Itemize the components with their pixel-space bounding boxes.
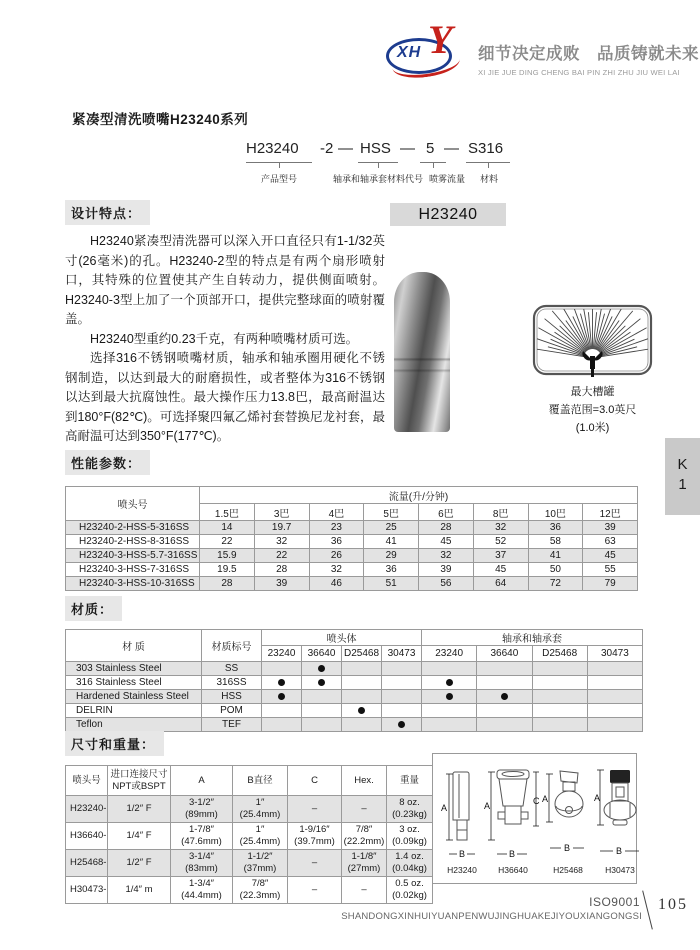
value-cell: 1-1/8″ (27mm) bbox=[342, 850, 387, 877]
value-cell: 19.5 bbox=[200, 563, 255, 577]
column-header: 材 质 bbox=[66, 630, 202, 662]
value-cell: 52 bbox=[473, 535, 528, 549]
availability-cell bbox=[532, 662, 587, 676]
diagram-label: H25468 bbox=[553, 865, 583, 875]
spray-caption-line: (1.0米) bbox=[575, 422, 610, 434]
model-code-part: -2 bbox=[320, 140, 334, 157]
code-bracket bbox=[358, 162, 398, 169]
code-bracket bbox=[466, 162, 510, 169]
design-text bbox=[65, 232, 385, 447]
dimensions-table bbox=[65, 765, 433, 904]
availability-cell bbox=[302, 704, 342, 718]
subcol-header-cell: D25468 bbox=[532, 646, 587, 662]
table-row bbox=[66, 563, 638, 577]
availability-cell bbox=[422, 676, 477, 690]
availability-cell bbox=[342, 662, 382, 676]
availability-cell bbox=[262, 662, 302, 676]
availability-cell bbox=[477, 690, 532, 704]
value-cell: 1-1/2″ (37mm) bbox=[233, 850, 288, 877]
subcol-header-cell: D25468 bbox=[342, 646, 382, 662]
availability-cell bbox=[587, 662, 642, 676]
svg-text:A: A bbox=[484, 801, 491, 811]
slogan-pinyin: XI JIE JUE DING CHENG BAI PIN ZHI ZHU JIU WEI LAI bbox=[478, 68, 680, 77]
svg-text:C: C bbox=[533, 796, 540, 806]
value-cell: 1″ (25.4mm) bbox=[233, 823, 288, 850]
diagram-label: H30473 bbox=[605, 865, 635, 875]
value-cell: – bbox=[288, 850, 342, 877]
pressure-header-cell: 4巴 bbox=[309, 504, 364, 521]
svg-text:B: B bbox=[564, 843, 571, 853]
availability-cell bbox=[477, 676, 532, 690]
material-name-cell: DELRIN bbox=[66, 704, 202, 718]
availability-cell bbox=[532, 718, 587, 732]
materials-table bbox=[65, 629, 643, 732]
model-code-part: 5 bbox=[426, 140, 435, 157]
value-cell: 1-9/16″ (39.7mm) bbox=[288, 823, 342, 850]
footer-divider-line bbox=[642, 890, 653, 929]
column-header: 材质标号 bbox=[202, 630, 262, 662]
value-cell: – bbox=[288, 796, 342, 823]
subcol-header-cell: 23240 bbox=[262, 646, 302, 662]
availability-cell bbox=[342, 704, 382, 718]
value-cell: 32 bbox=[419, 549, 474, 563]
logo-xh-text: XH bbox=[397, 44, 422, 61]
spray-caption-line: 最大槽罐 bbox=[570, 386, 615, 398]
table-row bbox=[66, 662, 643, 676]
value-cell: 63 bbox=[583, 535, 638, 549]
dimensions-section bbox=[65, 731, 433, 904]
design-heading: 设计特点： bbox=[65, 200, 150, 225]
column-header: 喷头号 bbox=[66, 487, 200, 521]
design-section bbox=[65, 200, 385, 447]
availability-cell bbox=[477, 718, 532, 732]
value-cell: – bbox=[342, 796, 387, 823]
section-index-tab bbox=[665, 438, 700, 515]
value-cell: 45 bbox=[583, 549, 638, 563]
value-cell: 45 bbox=[419, 535, 474, 549]
model-code-part: — bbox=[444, 140, 459, 157]
availability-cell bbox=[382, 662, 422, 676]
dimensions-heading: 尺寸和重量： bbox=[65, 731, 164, 756]
value-cell: 1/4″ m bbox=[108, 877, 171, 904]
value-cell: 39 bbox=[254, 577, 309, 591]
availability-cell bbox=[302, 718, 342, 732]
nozzle-diagram-box bbox=[432, 753, 637, 884]
svg-text:B: B bbox=[616, 846, 623, 856]
company-logo bbox=[384, 17, 476, 82]
code-bracket bbox=[420, 162, 446, 169]
nozzle-diagram bbox=[594, 766, 646, 875]
value-cell: 36 bbox=[309, 535, 364, 549]
svg-text:A: A bbox=[441, 803, 448, 813]
materials-heading: 材质： bbox=[65, 596, 122, 621]
value-cell: 51 bbox=[364, 577, 419, 591]
pressure-header-cell: 5巴 bbox=[364, 504, 419, 521]
value-cell: 28 bbox=[200, 577, 255, 591]
spray-pattern-diagram bbox=[527, 302, 658, 379]
value-cell: 15.9 bbox=[200, 549, 255, 563]
availability-cell bbox=[532, 704, 587, 718]
svg-text:A: A bbox=[594, 793, 601, 803]
tab-number: 1 bbox=[678, 476, 687, 493]
svg-text:B: B bbox=[509, 849, 516, 859]
column-header: Hex. bbox=[342, 766, 387, 796]
value-cell: 26 bbox=[309, 549, 364, 563]
product-photo bbox=[394, 272, 450, 432]
material-name-cell: 303 Stainless Steel bbox=[66, 662, 202, 676]
pressure-header-cell: 12巴 bbox=[583, 504, 638, 521]
value-cell: 19.7 bbox=[254, 521, 309, 535]
spray-caption-line: 覆盖范围=3.0英尺 bbox=[548, 404, 637, 416]
availability-cell bbox=[587, 690, 642, 704]
code-label: 材料 bbox=[479, 174, 499, 184]
performance-section bbox=[65, 450, 638, 591]
availability-cell bbox=[342, 690, 382, 704]
subcol-header-cell: 36640 bbox=[302, 646, 342, 662]
subcol-header-cell: 36640 bbox=[477, 646, 532, 662]
value-cell: 3-1/2″ (89mm) bbox=[171, 796, 233, 823]
column-header: C bbox=[288, 766, 342, 796]
value-cell: 8 oz. (0.23kg) bbox=[387, 796, 433, 823]
table-row bbox=[66, 823, 433, 850]
product-label: H23240 bbox=[390, 203, 506, 226]
value-cell: 7/8″ (22.2mm) bbox=[342, 823, 387, 850]
nozzle-diagram bbox=[542, 766, 594, 875]
column-header: A bbox=[171, 766, 233, 796]
material-code-cell: TEF bbox=[202, 718, 262, 732]
value-cell: 1/2″ F bbox=[108, 850, 171, 877]
value-cell: 79 bbox=[583, 577, 638, 591]
availability-cell bbox=[422, 704, 477, 718]
design-paragraph: 选择316不锈钢喷嘴材质，轴承和轴承圈用硬化不锈钢制造，以达到最大的耐磨损性，或者整体为316不锈钢以达到最大抗腐蚀性。最大操作压力13.8巴，最高耐温达到180°F(82℃)。可选择聚四氟乙烯衬套替换尼龙衬套，最高耐温可达到350°F(177℃)。 bbox=[65, 351, 385, 443]
model-cell: H30473- bbox=[66, 877, 108, 904]
performance-table bbox=[65, 486, 638, 591]
material-name-cell: Teflon bbox=[66, 718, 202, 732]
value-cell: 39 bbox=[583, 521, 638, 535]
availability-cell bbox=[262, 718, 302, 732]
material-dot-icon bbox=[501, 693, 508, 700]
table-row bbox=[66, 718, 643, 732]
availability-cell bbox=[342, 676, 382, 690]
design-paragraph: H23240紧凑型清洗器可以深入开口直径只有1-1/32英寸(26毫米)的孔。H23240-2型的特点是有两个扇形喷射口，其特殊的位置使其产生自转动力，提供侧面喷射。H23240-3型上加了一个顶部开口，提供完整球面的喷射覆盖。 bbox=[65, 234, 385, 326]
model-code-part: — bbox=[338, 140, 353, 157]
header-slogan bbox=[478, 40, 699, 77]
availability-cell bbox=[342, 718, 382, 732]
column-header: 喷头号 bbox=[66, 766, 108, 796]
availability-cell bbox=[262, 690, 302, 704]
model-cell: H25468- bbox=[66, 850, 108, 877]
availability-cell bbox=[302, 662, 342, 676]
model-cell: H23240-3-HSS-7-316SS bbox=[66, 563, 200, 577]
availability-cell bbox=[587, 676, 642, 690]
value-cell: 46 bbox=[309, 577, 364, 591]
model-code-part: S316 bbox=[468, 140, 504, 157]
value-cell: 1-7/8″ (47.6mm) bbox=[171, 823, 233, 850]
value-cell: 1″ (25.4mm) bbox=[233, 796, 288, 823]
value-cell: 1/2″ F bbox=[108, 796, 171, 823]
value-cell: 32 bbox=[254, 535, 309, 549]
material-dot-icon bbox=[398, 721, 405, 728]
material-dot-icon bbox=[358, 707, 365, 714]
material-dot-icon bbox=[318, 679, 325, 686]
value-cell: 36 bbox=[528, 521, 583, 535]
value-cell: 3 oz. (0.09kg) bbox=[387, 823, 433, 850]
group-header: 喷头体 bbox=[262, 630, 422, 646]
value-cell: 7/8″ (22.3mm) bbox=[233, 877, 288, 904]
nozzle-diagram bbox=[440, 766, 484, 875]
group-header: 流量(升/分钟) bbox=[200, 487, 638, 504]
material-dot-icon bbox=[318, 665, 325, 672]
value-cell: 55 bbox=[583, 563, 638, 577]
subcol-header-cell: 23240 bbox=[422, 646, 477, 662]
availability-cell bbox=[422, 718, 477, 732]
availability-cell bbox=[382, 690, 422, 704]
availability-cell bbox=[382, 718, 422, 732]
column-header: 进口连接尺寸 NPT或BSPT bbox=[108, 766, 171, 796]
value-cell: 0.5 oz. (0.02kg) bbox=[387, 877, 433, 904]
material-code-cell: POM bbox=[202, 704, 262, 718]
code-label: 喷雾流量 bbox=[428, 174, 466, 184]
model-code-part: H23240 bbox=[246, 140, 299, 157]
material-code-cell: HSS bbox=[202, 690, 262, 704]
pressure-header-cell: 1.5巴 bbox=[200, 504, 255, 521]
value-cell: 50 bbox=[528, 563, 583, 577]
availability-cell bbox=[587, 718, 642, 732]
model-cell: H23240-3-HSS-10-316SS bbox=[66, 577, 200, 591]
model-cell: H23240-3-HSS-5.7-316SS bbox=[66, 549, 200, 563]
value-cell: – bbox=[342, 877, 387, 904]
model-code-breakdown bbox=[240, 140, 520, 196]
model-cell: H23240-2-HSS-5-316SS bbox=[66, 521, 200, 535]
diagram-label: H23240 bbox=[447, 865, 477, 875]
svg-text:B: B bbox=[459, 849, 466, 859]
column-header: B直径 bbox=[233, 766, 288, 796]
availability-cell bbox=[302, 676, 342, 690]
availability-cell bbox=[262, 676, 302, 690]
value-cell: 32 bbox=[473, 521, 528, 535]
value-cell: 22 bbox=[200, 535, 255, 549]
value-cell: 23 bbox=[309, 521, 364, 535]
value-cell: 37 bbox=[473, 549, 528, 563]
material-name-cell: 316 Stainless Steel bbox=[66, 676, 202, 690]
materials-section bbox=[65, 596, 643, 732]
value-cell: – bbox=[288, 877, 342, 904]
value-cell: 36 bbox=[364, 563, 419, 577]
slogan-chinese: 细节决定成败 品质铸就未来 bbox=[478, 45, 699, 63]
code-label: 轴承和轴承套材料代号 bbox=[332, 174, 424, 184]
value-cell: 28 bbox=[254, 563, 309, 577]
table-row bbox=[66, 877, 433, 904]
value-cell: 1-3/4″ (44.4mm) bbox=[171, 877, 233, 904]
availability-cell bbox=[262, 704, 302, 718]
page-title: 紧凑型清洗喷嘴H23240系列 bbox=[72, 112, 249, 127]
code-label: 产品型号 bbox=[260, 174, 298, 184]
value-cell: 64 bbox=[473, 577, 528, 591]
model-code-part: — bbox=[400, 140, 415, 157]
subcol-header-cell: 30473 bbox=[587, 646, 642, 662]
table-row bbox=[66, 690, 643, 704]
code-bracket bbox=[246, 162, 312, 169]
spray-caption bbox=[527, 383, 658, 437]
availability-cell bbox=[302, 690, 342, 704]
value-cell: 41 bbox=[364, 535, 419, 549]
availability-cell bbox=[382, 676, 422, 690]
value-cell: 45 bbox=[473, 563, 528, 577]
tab-letter: K bbox=[677, 456, 688, 473]
design-paragraph: H23240型重约0.23千克，有两种喷嘴材质可选。 bbox=[90, 331, 359, 346]
pressure-header-cell: 3巴 bbox=[254, 504, 309, 521]
availability-cell bbox=[422, 662, 477, 676]
material-dot-icon bbox=[278, 693, 285, 700]
value-cell: 1/4″ F bbox=[108, 823, 171, 850]
value-cell: 56 bbox=[419, 577, 474, 591]
pressure-header-cell: 6巴 bbox=[419, 504, 474, 521]
value-cell: 1.4 oz. (0.04kg) bbox=[387, 850, 433, 877]
table-row bbox=[66, 535, 638, 549]
nozzle-diagram bbox=[484, 766, 542, 875]
availability-cell bbox=[382, 704, 422, 718]
value-cell: 28 bbox=[419, 521, 474, 535]
value-cell: 41 bbox=[528, 549, 583, 563]
value-cell: 22 bbox=[254, 549, 309, 563]
value-cell: 32 bbox=[309, 563, 364, 577]
table-row bbox=[66, 676, 643, 690]
value-cell: 58 bbox=[528, 535, 583, 549]
material-code-cell: 316SS bbox=[202, 676, 262, 690]
value-cell: 29 bbox=[364, 549, 419, 563]
availability-cell bbox=[422, 690, 477, 704]
availability-cell bbox=[587, 704, 642, 718]
subcol-header-cell: 30473 bbox=[382, 646, 422, 662]
footer-iso-label: ISO9001 bbox=[589, 895, 640, 909]
column-header: 重量 bbox=[387, 766, 433, 796]
table-row bbox=[66, 850, 433, 877]
logo-y-text: Y bbox=[428, 17, 453, 62]
value-cell: 39 bbox=[419, 563, 474, 577]
model-code-part: HSS bbox=[360, 140, 391, 157]
diagram-label: H36640 bbox=[498, 865, 528, 875]
value-cell: 3-1/4″ (83mm) bbox=[171, 850, 233, 877]
availability-cell bbox=[532, 690, 587, 704]
value-cell: 25 bbox=[364, 521, 419, 535]
value-cell: 14 bbox=[200, 521, 255, 535]
pressure-header-cell: 8巴 bbox=[473, 504, 528, 521]
model-cell: H36640- bbox=[66, 823, 108, 850]
material-name-cell: Hardened Stainless Steel bbox=[66, 690, 202, 704]
footer-company-name: SHANDONGXINHUIYUANPENWUJINGHUAKEJIYOUXIANGONGSI bbox=[341, 911, 642, 922]
table-row bbox=[66, 796, 433, 823]
group-header: 轴承和轴承套 bbox=[422, 630, 643, 646]
value-cell: 72 bbox=[528, 577, 583, 591]
svg-text:A: A bbox=[542, 794, 549, 804]
material-dot-icon bbox=[278, 679, 285, 686]
footer-page-number: 105 bbox=[658, 896, 688, 913]
model-cell: H23240- bbox=[66, 796, 108, 823]
performance-heading: 性能参数： bbox=[65, 450, 150, 475]
material-dot-icon bbox=[446, 693, 453, 700]
availability-cell bbox=[477, 704, 532, 718]
material-code-cell: SS bbox=[202, 662, 262, 676]
availability-cell bbox=[477, 662, 532, 676]
material-dot-icon bbox=[446, 679, 453, 686]
availability-cell bbox=[532, 676, 587, 690]
model-cell: H23240-2-HSS-8-316SS bbox=[66, 535, 200, 549]
table-row bbox=[66, 549, 638, 563]
table-row bbox=[66, 704, 643, 718]
pressure-header-cell: 10巴 bbox=[528, 504, 583, 521]
table-row bbox=[66, 577, 638, 591]
table-row bbox=[66, 521, 638, 535]
